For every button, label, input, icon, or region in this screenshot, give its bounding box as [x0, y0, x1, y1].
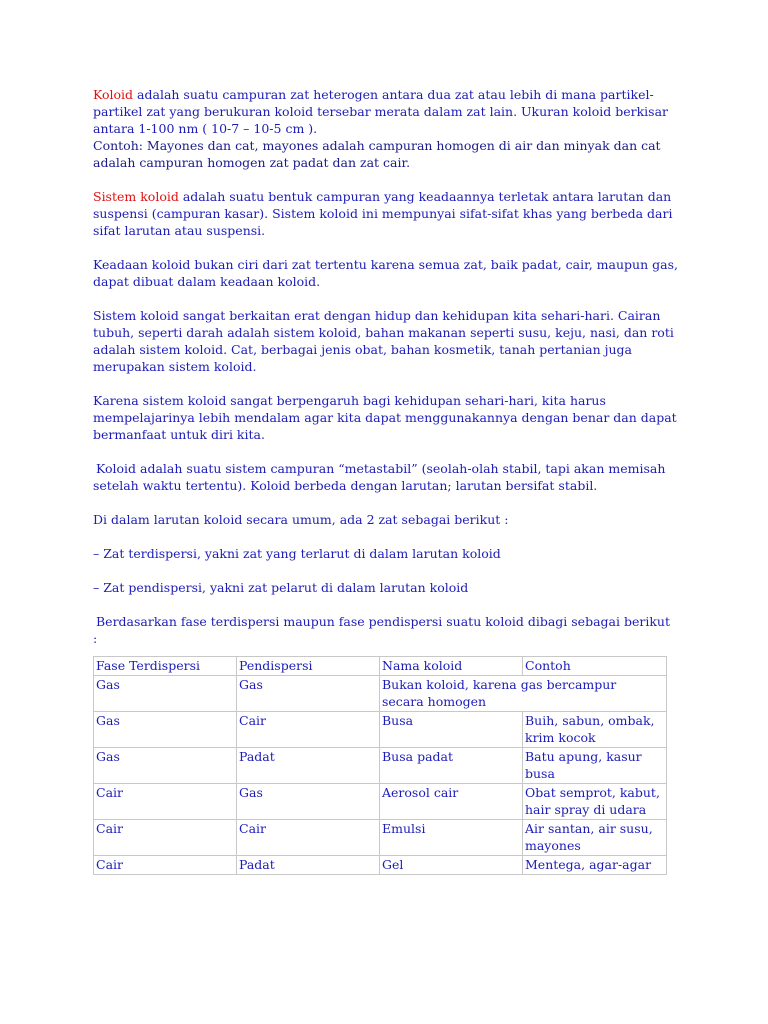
table-cell: Busa [380, 712, 523, 748]
paragraph-mempelajari: Karena sistem koloid sangat berpengaruh bagi kehidupan sehari-hari, kita harus mempelajarinya lebih mendalam agar kita dapat menggunakannya dengan benar dan dapat bermanfaat untuk diri kita. [93, 393, 677, 442]
table-cell: Gas [94, 676, 237, 712]
koloid-example-text: Contoh: Mayones dan cat, mayones adalah campuran homogen di air dan minyak dan cat adalah campuran homogen zat padat dan zat cair. [93, 138, 661, 170]
table-header-cell: Nama koloid [380, 657, 523, 676]
paragraph-dua-zat: Di dalam larutan koloid secara umum, ada 2 zat sebagai berikut : [93, 512, 509, 527]
table-header-cell: Fase Terdispersi [94, 657, 237, 676]
table-cell: Buih, sabun, ombak, krim kocok [523, 712, 667, 748]
table-header-cell: Contoh [523, 657, 667, 676]
sistem-koloid-text: adalah suatu bentuk campuran yang keadaannya terletak antara larutan dan suspensi (campuran kasar). Sistem koloid ini mempunyai sifat-sifat khas yang berbeda dari sifat larutan atau suspensi. [93, 189, 673, 238]
koloid-table [93, 656, 667, 875]
table-cell: Padat [237, 856, 380, 875]
paragraph-pembagian: Berdasarkan fase terdispersi maupun fase pendispersi suatu koloid dibagi sebagai berikut : [93, 614, 670, 646]
table-row [94, 856, 667, 875]
term-koloid: Koloid [93, 87, 134, 102]
table-cell: Busa padat [380, 748, 523, 784]
table-cell: Cair [94, 784, 237, 820]
table-cell: Gas [94, 712, 237, 748]
table-cell: Gas [94, 748, 237, 784]
table-cell: Air santan, air susu, mayones [523, 820, 667, 856]
document-body [93, 86, 678, 875]
table-row [94, 748, 667, 784]
koloid-definition-text: adalah suatu campuran zat heterogen antara dua zat atau lebih di mana partikel-partikel zat yang berukuran koloid tersebar merata dalam zat lain. Ukuran koloid berkisar antara 1-100 nm ( 10-7 – 10-5 cm ). [93, 87, 669, 136]
table-row [94, 784, 667, 820]
table-row [94, 820, 667, 856]
paragraph-sistem-koloid [93, 188, 678, 239]
paragraph-kehidupan-sehari-hari: Sistem koloid sangat berkaitan erat dengan hidup dan kehidupan kita sehari-hari. Cairan tubuh, seperti darah adalah sistem koloid, bahan makanan seperti susu, keju, nasi, dan roti adalah sistem koloid. Cat, berbagai jenis obat, bahan kosmetik, tanah pertanian juga merupakan sistem koloid. [93, 308, 674, 374]
table-header-row [94, 657, 667, 676]
table-cell: Cair [237, 712, 380, 748]
paragraph-metastabil: Koloid adalah suatu sistem campuran “metastabil” (seolah-olah stabil, tapi akan memisah setelah waktu tertentu). Koloid berbeda dengan larutan; larutan bersifat stabil. [93, 461, 666, 493]
paragraph-zat-pendispersi: – Zat pendispersi, yakni zat pelarut di dalam larutan koloid [93, 580, 469, 595]
table-row [94, 712, 667, 748]
paragraph-koloid-definition [93, 86, 678, 171]
table-cell [380, 676, 667, 712]
table-row [94, 676, 667, 712]
table-cell: Gas [237, 784, 380, 820]
term-sistem-koloid: Sistem koloid [93, 189, 179, 204]
table-cell: Cair [94, 856, 237, 875]
table-header-cell: Pendispersi [237, 657, 380, 676]
paragraph-zat-terdispersi: – Zat terdispersi, yakni zat yang terlarut di dalam larutan koloid [93, 546, 501, 561]
table-cell-text: Bukan koloid, karena gas bercampur secara homogen [382, 677, 617, 709]
table-cell: Gas [237, 676, 380, 712]
table-cell: Gel [380, 856, 523, 875]
table-cell: Cair [94, 820, 237, 856]
paragraph-keadaan-koloid: Keadaan koloid bukan ciri dari zat tertentu karena semua zat, baik padat, cair, maupun gas, dapat dibuat dalam keadaan koloid. [93, 257, 678, 289]
table-cell: Obat semprot, kabut, hair spray di udara [523, 784, 667, 820]
table-cell: Emulsi [380, 820, 523, 856]
table-cell: Mentega, agar-agar [523, 856, 667, 875]
table-cell: Padat [237, 748, 380, 784]
table-cell: Cair [237, 820, 380, 856]
table-cell: Batu apung, kasur busa [523, 748, 667, 784]
table-cell: Aerosol cair [380, 784, 523, 820]
